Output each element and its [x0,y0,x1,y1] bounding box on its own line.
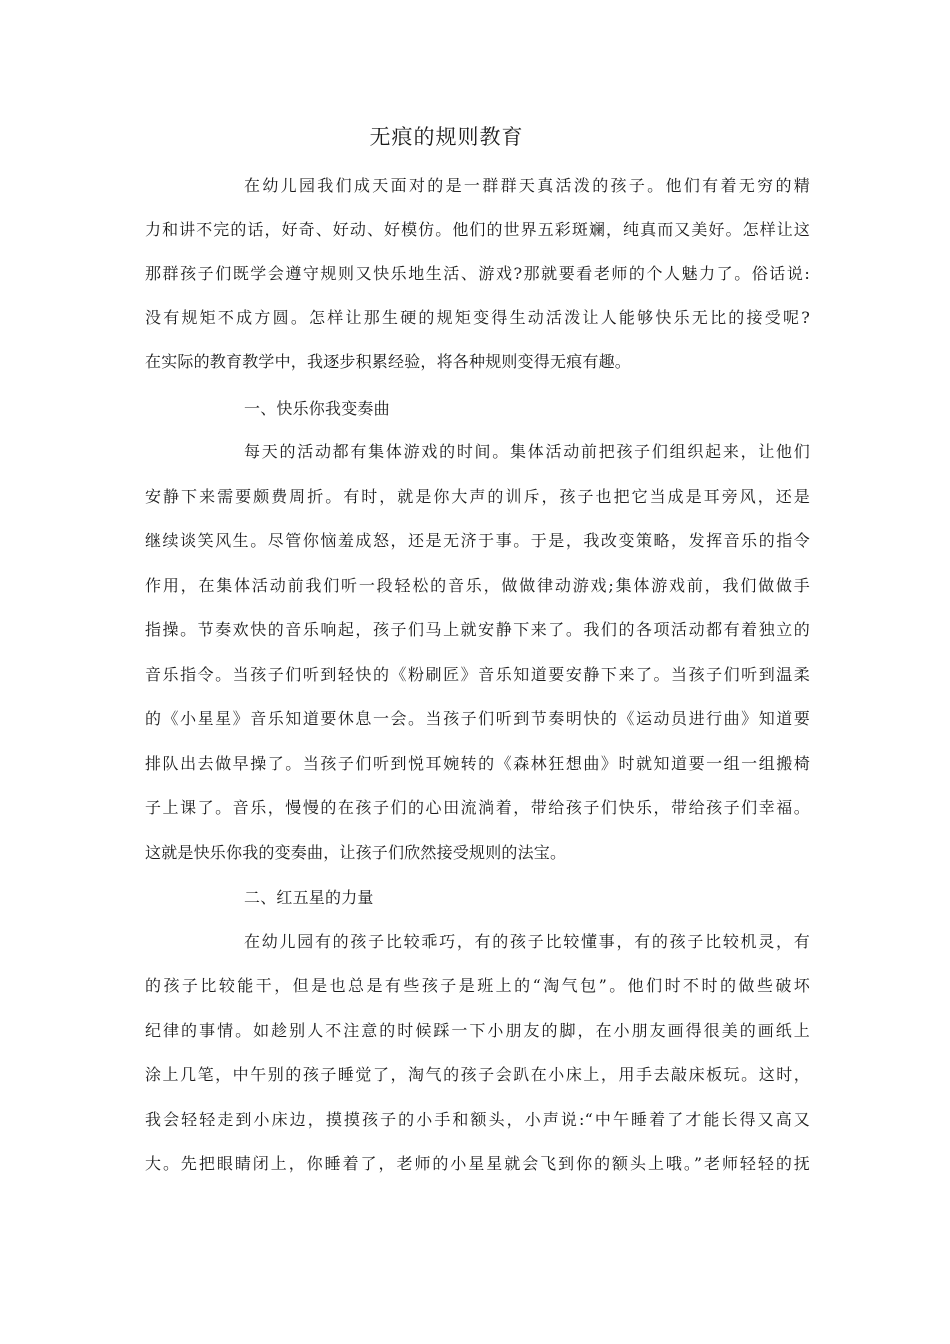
text-line: 排队出去做早操了。当孩子们听到悦耳婉转的《森林狂想曲》时就知道要一组一组搬椅 [145,754,810,773]
text-line: 音乐指令。当孩子们听到轻快的《粉刷匠》音乐知道要安静下来了。当孩子们听到温柔 [145,665,810,684]
text-line: 的《小星星》音乐知道要休息一会。当孩子们听到节奏明快的《运动员进行曲》知道要 [145,709,810,728]
text-line: 没有规矩不成方圆。怎样让那生硬的规矩变得生动活泼让人能够快乐无比的接受呢? [145,308,810,327]
section-heading: 二、红五星的力量 [244,888,374,907]
text-line: 我会轻轻走到小床边，摸摸孩子的小手和额头，小声说:“中午睡着了才能长得又高又 [145,1110,810,1129]
text-line: 每天的活动都有集体游戏的时间。集体活动前把孩子们组织起来，让他们 [244,442,810,461]
text-line: 涂上几笔，中午别的孩子睡觉了，淘气的孩子会趴在小床上，用手去敲床板玩。这时， [145,1065,810,1084]
text-line: 继续谈笑风生。尽管你恼羞成怒，还是无济于事。于是，我改变策略，发挥音乐的指令 [145,531,810,550]
text-line: 指操。节奏欢快的音乐响起，孩子们马上就安静下来了。我们的各项活动都有着独立的 [145,620,810,639]
section-heading: 一、快乐你我变奏曲 [244,399,390,418]
text-line: 在实际的教育教学中，我逐步积累经验，将各种规则变得无痕有趣。 [145,352,632,371]
text-line: 纪律的事情。如趁别人不注意的时候踩一下小朋友的脚，在小朋友画得很美的画纸上 [145,1021,810,1040]
text-line: 那群孩子们既学会遵守规则又快乐地生活、游戏?那就要看老师的个人魅力了。俗话说: [145,264,810,283]
text-line: 大。先把眼睛闭上，你睡着了，老师的小星星就会飞到你的额头上哦。”老师轻轻的抚 [145,1154,810,1173]
text-line: 力和讲不完的话，好奇、好动、好模仿。他们的世界五彩斑斓，纯真而又美好。怎样让这 [145,220,810,239]
document-title: 无痕的规则教育 [369,125,524,149]
text-line: 的孩子比较能干，但是也总是有些孩子是班上的“淘气包”。他们时不时的做些破坏 [145,976,810,995]
text-line: 安静下来需要颇费周折。有时，就是你大声的训斥，孩子也把它当成是耳旁风，还是 [145,487,810,506]
text-line: 子上课了。音乐，慢慢的在孩子们的心田流淌着，带给孩子们快乐，带给孩子们幸福。 [145,798,810,817]
text-line: 在幼儿园我们成天面对的是一群群天真活泼的孩子。他们有着无穷的精 [244,176,810,195]
text-line: 作用，在集体活动前我们听一段轻松的音乐，做做律动游戏;集体游戏前，我们做做手 [145,576,810,595]
text-line: 这就是快乐你我的变奏曲，让孩子们欣然接受规则的法宝。 [145,843,567,862]
text-line: 在幼儿园有的孩子比较乖巧，有的孩子比较懂事，有的孩子比较机灵，有 [244,932,810,951]
